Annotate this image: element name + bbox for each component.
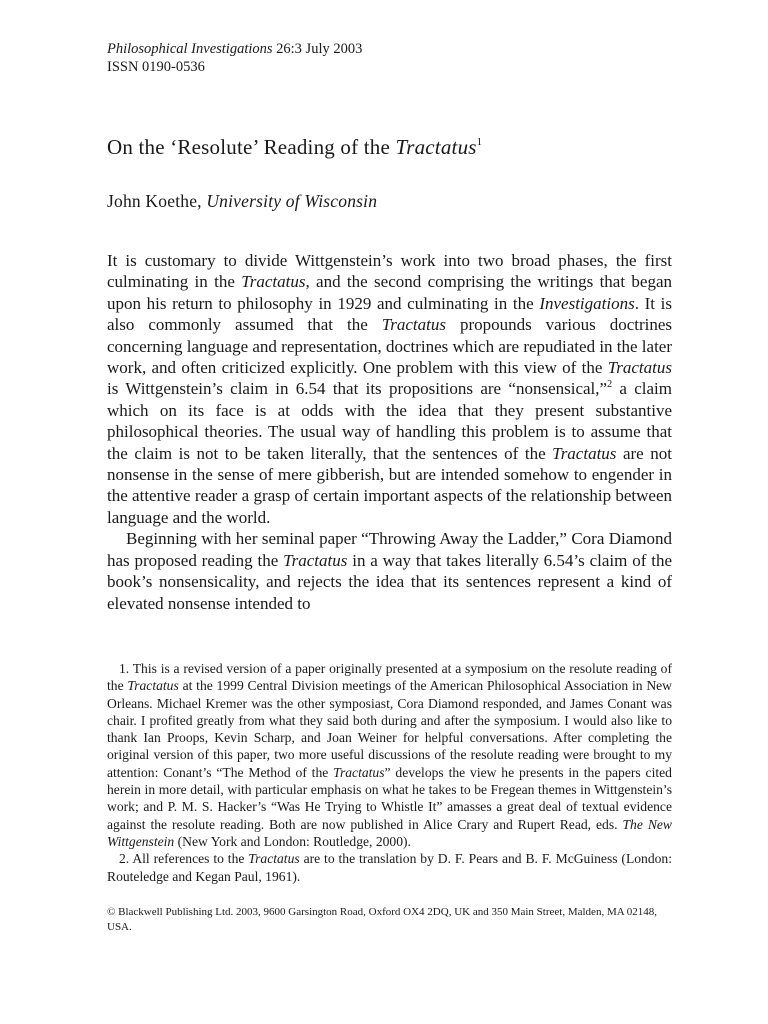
paragraph-2 [107, 528, 672, 614]
text-run: Beginning with her seminal paper “Throwing Away the Ladder,” Cora Diamond has proposed reading the [107, 529, 672, 570]
text-run: ” develops the view he presents in the papers cited herein in more detail, with particular emphasis on what he takes to be Fregean themes in Wittgenstein’s work; and P. M. S. Hacker’s “Was He Trying to Whistle It” amasses a great deal of textual evidence against the resolute reading. Both are now published in Alice Crary and Rupert Read, eds. [107, 764, 672, 832]
author-line [107, 190, 377, 212]
text-run: 1. This is a revised version of a paper originally presented at a symposium on the resolute reading of the [107, 661, 672, 694]
text-run: are not nonsense in the sense of mere gibberish, but are intended somehow to engender in the attentive reader a grasp of certain important aspects of the relationship between language and the world. [107, 443, 672, 527]
title-prefix: On the ‘Resolute’ Reading of the [107, 135, 396, 159]
text-run: , and the second comprising the writings that began upon his return to philosophy in 1929 and culminating in the [107, 272, 672, 313]
journal-name: Philosophical Investigations [107, 41, 273, 57]
text-run: a claim which on its face is at odds with the idea that they present substantive philosophical theories. The usual way of handling this problem is to assume that the claim is not to be taken literally, that the sentences of the [107, 379, 672, 463]
text-run: It is customary to divide Wittgenstein’s work into two broad phases, the first culminating in the [107, 251, 672, 292]
text-run: . It is also commonly assumed that the [107, 293, 672, 335]
text-run: is Wittgenstein’s claim in 6.54 that its propositions are “nonsensical,” [107, 379, 608, 399]
text-italic: Tractatus [333, 764, 385, 780]
article-title [107, 129, 482, 160]
text-italic: Investigations [539, 293, 635, 313]
text-run: in a way that takes literally 6.54’s claim of the book’s nonsensicality, and rejects the idea that its sentences represent a kind of elevated nonsense intended to [107, 550, 672, 613]
title-italic: Tractatus [395, 135, 477, 159]
journal-issue: 26:3 July 2003 [272, 41, 363, 57]
journal-header [107, 40, 672, 76]
journal-issn: ISSN 0190-0536 [107, 59, 205, 75]
paper-page [107, 40, 673, 933]
text-run: are to the translation by D. F. Pears and B. F. McGuiness (London: Routeledge and Kegan Paul, 1961). [107, 851, 673, 884]
title-footnote-marker: 1 [476, 136, 483, 148]
footnotes [107, 660, 672, 885]
article-body [107, 250, 672, 614]
footnote-1 [107, 660, 672, 850]
text-italic: Tractatus [607, 358, 672, 378]
text-run: 2. All references to the [119, 851, 249, 867]
footnote-marker: 2 [607, 379, 613, 391]
text-run: (New York and London: Routledge, 2000). [174, 833, 411, 849]
text-italic: Tractatus [248, 851, 300, 867]
author-affiliation: University of Wisconsin [206, 191, 378, 211]
text-italic: Tractatus [283, 550, 348, 570]
text-italic: Tractatus [241, 272, 306, 292]
text-italic: Tractatus [552, 443, 617, 463]
text-run: at the 1999 Central Division meetings of the American Philosophical Association in New Orleans. Michael Kremer was the other symposiast, Cora Diamond responded, and James Conant was chair. I profited greatly from what they said both during and after the symposium. I would also like to thank Ian Proops, Kevin Scharp, and Joan Weiner for helpful conversations. After completing the original version of this paper, two more useful discussions of the resolute reading were brought to my attention: Conant’s “The Method of the [107, 678, 672, 780]
text-italic: Tractatus [381, 315, 446, 335]
text-run: propounds various doctrines concerning language and representation, doctrines which are repudiated in the later work, and often criticized explicitly. One problem with this view of the [107, 315, 673, 378]
paragraph-1 [107, 250, 672, 528]
author-name: John Koethe, [107, 191, 207, 211]
copyright-notice: © Blackwell Publishing Ltd. 2003, 9600 Garsington Road, Oxford OX4 2DQ, UK and 350 Main Street, Malden, MA 02148, USA. [107, 906, 658, 933]
text-italic: Tractatus [127, 678, 179, 694]
footnote-2 [107, 850, 672, 885]
text-italic: The New Wittgenstein [107, 816, 672, 849]
